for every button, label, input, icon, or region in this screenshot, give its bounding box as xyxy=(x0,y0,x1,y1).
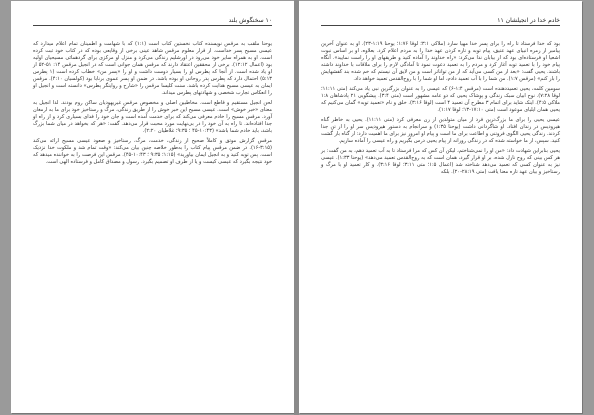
paragraph: یوحنا ملقب به مرقس نویسنده کتاب نخستین کتاب است (۱:۱) که با شهامت و اطمینان تمام اعلام میدارد که عیسی مسیح پسر خداست. از قرار معلوم مرقس شاهد عینی برخی از وقایعی بوده که در کتاب خود ثبت کرده است. او به همراه سایر خود می‌رود در اورشلیم زندگی می‌کرد و منزل او مرکزی برای گردهمائی مسیحیان اولیه بود (اعمال ۱۲:۱۲). برخی از محققین اعتقاد دارند که مرقس همان جوانی است که در انجیل مرقس ۱۴: ۵۱-۵۲ از او یاد شده است. از آنجا که پطرس او را بسیار دوست داشت و او را «پسر من» خطاب کرده است (۱ پطرس ۵:۱۳) احتمال دارد که پطرس پدر روحانی او بوده باشد. در ضمن او پسر عموی برنابا بود (کولسیان ۴:۱۰). مرقس ایمان به عیسی مسیح هدایت کرده باشد. سنت کلیسا مرقس را «شارح و روایتگر پطرس» دانسته است و انجیل او را انعکاس تجارب شخصی و شهادتهای پطرس میداند. xyxy=(33,41,272,97)
left-page xyxy=(11,1,294,413)
right-page-body xyxy=(321,41,560,176)
right-page-header xyxy=(321,15,560,26)
paragraph: سومین کلمه، یحیی تعمیددهنده است (مرقس ۱:۴-۶) که عیسی را به عنوان بزرگترین نبی یاد می‌کند (متی ۱۱:۱۱؛ لوقا ۷:۲۸). نوح ابیان سبک زندگی و پوشاک یحیی که دو عامه مشهور است (متی ۳:۴). پیشگویی ۲۱ پادشاهان ۱:۸ ملاکی ۴:۵). اینک شاید برای اتمام ۳ مطرح آن تعمید ۴ است (لوقا ۳:۱۶). خلق و نام «تعمید توبه» گمان می‌کنیم که یحیی همان ایلیای موعود است (متی ۱۷:۱۰-۱۳؛ لوقا ۱:۱۷). xyxy=(321,86,561,114)
right-page xyxy=(299,1,582,413)
paragraph: لحن انجیل مستقیم و قاطع است. مخاطبین اصلی و مخصوص مرقس غیریهودیان ساکن روم بودند. لذا انجیل به معنای «خبر خوش» است. عیسی مسیح این خبر خوش را از طریق زندگی، مرگ و رستاخیز خود برای ما به ارمغان آورد. مرقس مسیح را خادم معرفی می‌کند که برای خدمت آمده است و جان خود را فدای بسیاری کرد و از راه او جدا افتاده‌اند. تا راه به آن خود را در بی‌نهایت مورد محبت قرار می‌دهد. گفت: «هر که بخواهد در میان شما بزرگ باشد، باید خادم شما باشد» (۱۰:۴۳-۴۵ ؛ ۹:۳۵؛ غلاطیان ۲:۲۰). xyxy=(33,100,272,135)
paragraph: بود که خدا فرستاد تا راه را برای پسر خدا مهیا سازد (ملاکی ۳:۱؛ لوقا ۱:۷۶؛ یوحنا ۱:۱۹-۲۳). او به عنوان آخرین پیامبر از زمره انبیای عهد عتیق، پیام توبه و تازه کردن عهد خدا را به مردم اعلام کرد. بعلاوه، او بر اساس نبوت اشعیا او فرستاده‌ای بود که از بیابان ندا می‌کرد: «راه خداوند را آماده کنید و طریقهای او را راست نمایید». آنگاه پیام خود را با تعمید توبه آغاز کرد و مردم را به تعمید دعوت نمود تا آمادگی لازم را برای ملاقات با خداوند داشته باشند. یحیی گفت: «بعد از من کسی می‌آید که از من تواناتر است و من لایق آن نیستم که خم شده بند کفشهایش را باز کنم» (مرقس ۱:۷). من شما را با آب تعمید دادم، اما او شما را با روح‌القدس تعمید خواهد داد. xyxy=(321,41,560,83)
left-header-title: ۱۰ سخنگوش بلند xyxy=(228,17,272,24)
paragraph: یحیی بنابراین شهادت داد: «من او را نمی‌شناختم، لیکن آن کس که مرا فرستاد تا به آب تعمید دهم، به من گفت: بر هر کس بینی که روح نازل شده، بر او قرار گیرد، همان است که به روح‌القدس تعمید می‌دهد» (یوحنا ۱:۳۳). عیسی نیز به عنوان کسی که تعمید می‌دهد شناخته شد (اعمال ۱:۵؛ متی ۳:۱۱؛ لوقا ۳:۱۶). و کار تعمید او با مرگ و رستاخیز و بیان عهد تازه معنا یافت (متی ۲۸:۱۹-۲۰). بلکه xyxy=(321,148,560,176)
paragraph: مرقس گزارش موثق و کاملاً صحیح از زندگی، خدمت، مرگ، رستاخیز و صعود عیسی مسیح ارائه می‌کند (۳:۱۵-۱۶). در ضمن مرقس پیام کتاب را به‌طور خلاصه چنین بیان می‌کند: «وقت تمام شد و ملکوت خدا نزدیک است. پس توبه کنید و به انجیل ایمان بیاورید» (۱:۱۵؛ ۹:۳۵ ؛ ۱۰:۴۳-۴۵). مرقس این فرصت را به خواننده میدهد که خود نتیجه بگیرد که عیسی کیست و یا از طرف او تصمیم بگیرد. رسول و مصداق کامل و فرستاده الهی است. xyxy=(33,138,272,166)
paragraph: عیسی یحیی را برای ما بزرگ‌ترین فرد از میان متولدین از زن معرفی کرد (متی ۱۱:۱۱). یحیی به خاطر گناه هیرودیس در زندان افتاد. او شاگردانی داشت (یوحنا ۱:۳۵) و سرانجام به دستور هیرودیس سر او را از تن جدا کردند. زندگی یحیی الگوی فروتنی و اطاعت برای ما است و پیام او امروز نیز برای ما اهمیت دارد: از گناه باز گشت کنید. سپس، از ما خواسته شده که در زندگی روزانه از پیام یحیی درس بگیریم و راه عیسی را آماده سازیم. xyxy=(321,117,561,145)
right-header-title: خادم خدا در انجیلشان ۱۱ xyxy=(497,17,560,24)
left-page-header xyxy=(33,15,272,26)
left-page-body xyxy=(33,41,272,166)
